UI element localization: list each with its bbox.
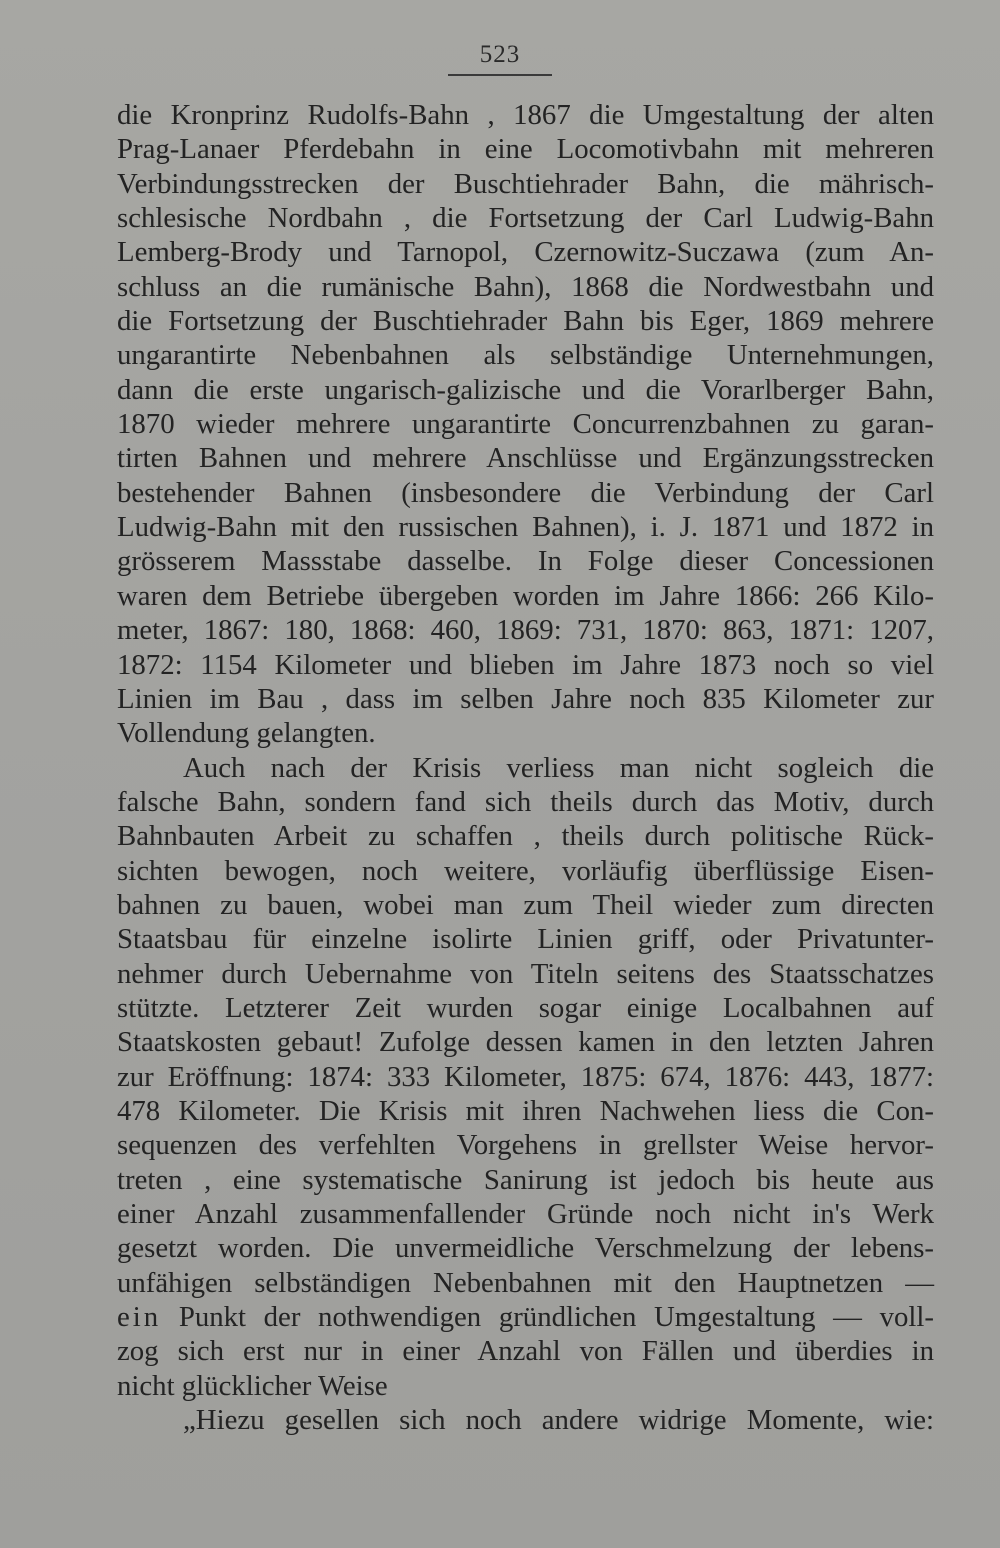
text-line-with-spaced-word <box>117 1300 934 1334</box>
text-line: Vollendung gelangten. <box>117 717 376 750</box>
text-line: schlesische Nordbahn , die Fortsetzung der Carl Ludwig-Bahn <box>117 202 934 235</box>
page-number: 523 <box>479 41 521 68</box>
text-line: dann die erste ungarisch-galizische und die Vorarlberger Bahn, <box>117 373 934 406</box>
text-line: die Fortsetzung der Buschtiehrader Bahn bis Eger, 1869 mehrere <box>117 305 934 338</box>
text-line: einer Anzahl zusammenfallender Gründe noch nicht in's Werk <box>117 1198 934 1230</box>
text-line: „Hiezu gesellen sich noch andere widrige Momente, wie: <box>183 1404 934 1437</box>
text-line: Prag-Lanaer Pferdebahn in eine Locomotivbahn mit mehreren <box>117 133 934 166</box>
body-text <box>117 98 934 1437</box>
text-line: 1870 wieder mehrere ungarantirte Concurrenzbahnen zu garan- <box>117 408 934 441</box>
text-line: stützte. Letzterer Zeit wurden sogar einige Localbahnen auf <box>117 991 934 1024</box>
text-line: unfähigen selbständigen Nebenbahnen mit den Hauptnetzen — <box>117 1266 934 1299</box>
text-line: gesetzt worden. Die unvermeidliche Verschmelzung der lebens- <box>117 1232 934 1265</box>
text-line: sichten bewogen, noch weitere, vorläufig überflüssige Eisen- <box>117 854 934 887</box>
text-line: treten , eine systematische Sanirung ist jedoch bis heute aus <box>117 1163 934 1196</box>
text-line: Staatskosten gebaut! Zufolge dessen kamen in den letzten Jahren <box>117 1026 934 1059</box>
text-line: die Kronprinz Rudolfs-Bahn , 1867 die Umgestaltung der alten <box>117 99 934 131</box>
text-line: Bahnbauten Arbeit zu schaffen , theils durch politische Rück- <box>117 820 934 853</box>
text-line: schluss an die rumänische Bahn), 1868 die Nordwestbahn und <box>117 270 934 303</box>
text-line: sequenzen des verfehlten Vorgehens in grellster Weise hervor- <box>117 1129 934 1162</box>
text-line: tirten Bahnen und mehrere Anschlüsse und Ergänzungsstrecken <box>117 442 934 475</box>
spaced-emphasis-word: ein <box>117 1301 162 1334</box>
text-line: Verbindungsstrecken der Buschtiehrader Bahn, die mährisch- <box>117 167 934 200</box>
text-line: 1872: 1154 Kilometer und blieben im Jahre 1873 noch so viel <box>117 648 934 681</box>
text-line: zog sich erst nur in einer Anzahl von Fällen und überdies in <box>117 1335 934 1368</box>
text-line: bestehender Bahnen (insbesondere die Verbindung der Carl <box>117 476 934 509</box>
text-line: grösserem Massstabe dasselbe. In Folge dieser Concessionen <box>117 545 934 578</box>
text-line: Ludwig-Bahn mit den russischen Bahnen), i. J. 1871 und 1872 in <box>117 511 934 544</box>
text-line: Auch nach der Krisis verliess man nicht sogleich die <box>183 751 934 784</box>
text-line: Linien im Bau , dass im selben Jahre noch 835 Kilometer zur <box>117 682 934 715</box>
text-line: Staatsbau für einzelne isolirte Linien griff, oder Privatunter- <box>117 923 934 956</box>
text-line: 478 Kilometer. Die Krisis mit ihren Nachwehen liess die Con- <box>117 1094 934 1127</box>
text-line: nehmer durch Uebernahme von Titeln seitens des Staatsschatzes <box>117 957 934 990</box>
text-line: meter, 1867: 180, 1868: 460, 1869: 731, 1870: 863, 1871: 1207, <box>117 614 934 647</box>
text-line: bahnen zu bauen, wobei man zum Theil wieder zum directen <box>117 888 934 921</box>
text-line: Lemberg-Brody und Tarnopol, Czernowitz-Suczawa (zum An- <box>117 236 934 269</box>
text-line-remainder: Punkt der nothwendigen gründlichen Umgestaltung — voll- <box>161 1301 934 1334</box>
text-line: falsche Bahn, sondern fand sich theils durch das Motiv, durch <box>117 785 934 818</box>
text-line: zur Eröffnung: 1874: 333 Kilometer, 1875: 674, 1876: 443, 1877: <box>117 1060 934 1093</box>
page-number-rule <box>448 74 552 76</box>
text-line: waren dem Betriebe übergeben worden im Jahre 1866: 266 Kilo- <box>117 579 934 612</box>
page-header <box>0 40 1000 76</box>
text-line: ungarantirte Nebenbahnen als selbständige Unternehmungen, <box>117 339 934 372</box>
text-line: nicht glücklicher Weise <box>117 1369 388 1402</box>
